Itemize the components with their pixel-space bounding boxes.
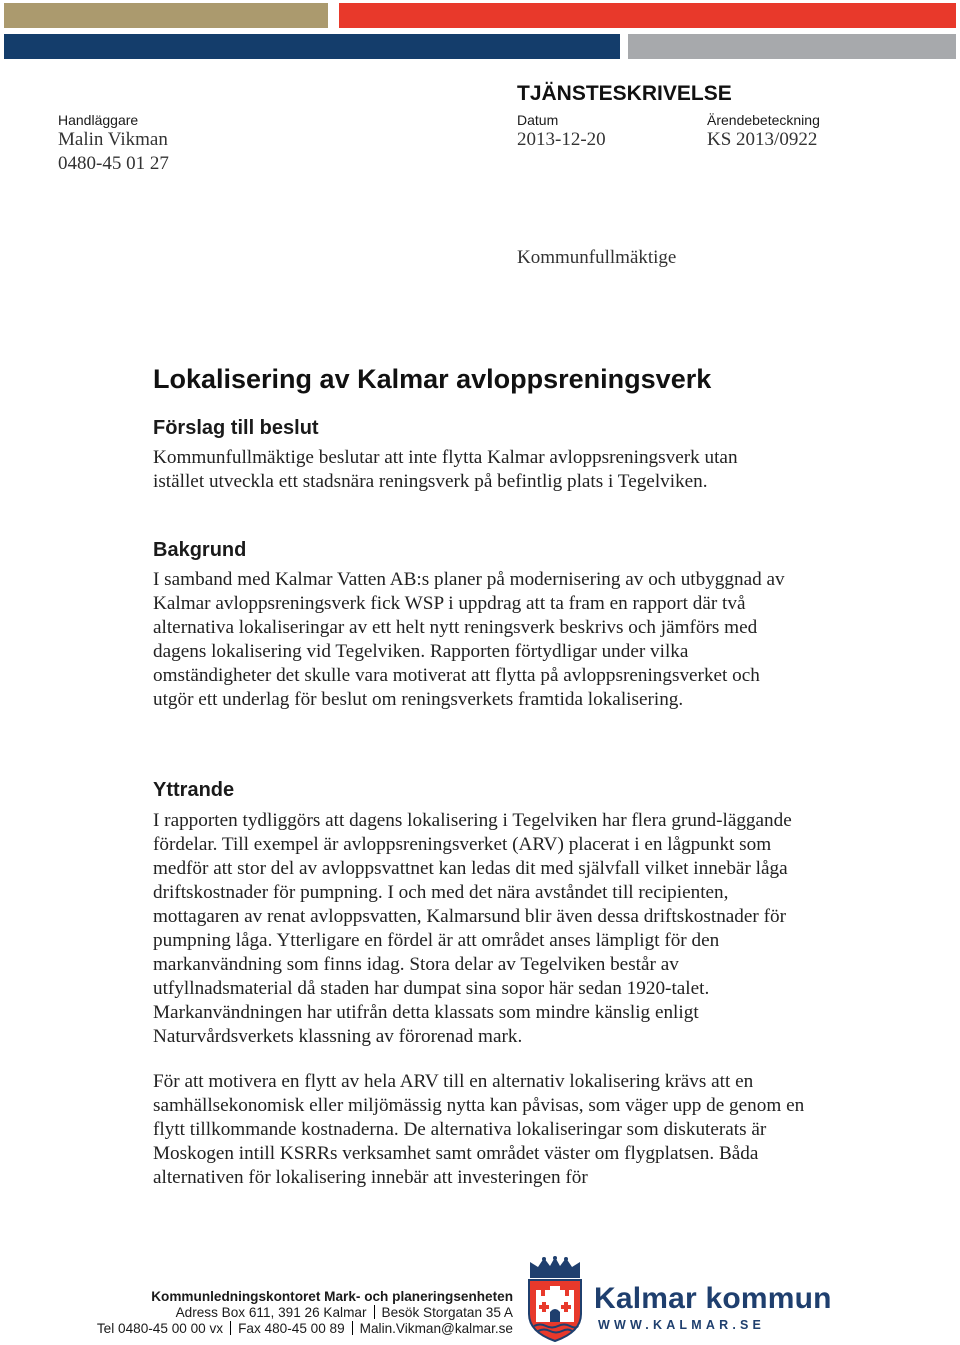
footer-address: Adress Box 611, 391 26 Kalmar	[175, 1305, 367, 1320]
footer-separator	[374, 1305, 375, 1319]
footer-visit: Besök Storgatan 35 A	[381, 1305, 513, 1320]
section-heading-proposal: Förslag till beslut	[153, 417, 319, 439]
document-type: TJÄNSTESKRIVELSE	[517, 82, 732, 105]
section-heading-background: Bakgrund	[153, 539, 247, 561]
page-title: Lokalisering av Kalmar avloppsreningsverk	[153, 364, 712, 394]
date-label: Datum	[517, 112, 559, 128]
header-bar-tan	[4, 3, 328, 28]
footer-phone-line	[97, 1321, 513, 1337]
footer-tel: Tel 0480-45 00 00 vx	[96, 1321, 224, 1336]
case-value: KS 2013/0922	[707, 129, 818, 150]
section-body-background: I samband med Kalmar Vatten AB:s planer på modernisering av och utbyggnad av Kalmar avloppsreningsverk fick WSP i uppdrag att ta fram en rapport där två alternativa lokaliseringar av ett helt nytt reningsverk beskrivs och jämförs med dagens lokalisering vid Tegelviken. Rapporten förtydligar under vilka omständigheter det skulle vara motiverat att flytta på avloppsreningsverket och utgör ett underlag för beslut om reningsverkets framtida lokalisering.	[153, 569, 785, 710]
case-label: Ärendebeteckning	[707, 112, 820, 128]
footer-office: Kommunledningskontoret Mark- och planeringsenheten	[151, 1289, 513, 1304]
logo-url[interactable]: WWW.KALMAR.SE	[598, 1318, 766, 1332]
handler-phone: 0480-45 01 27	[58, 153, 169, 174]
recipient: Kommunfullmäktige	[517, 247, 677, 268]
section-body-statement-1: I rapporten tydliggörs att dagens lokalisering i Tegelviken har flera grund-läggande fördelar. Till exempel är avloppsreningsverket (ARV) placerat i en lågpunkt som medför att stor del av avloppsvattnet kan ledas dit med självfall vilket innebär låga driftskostnader för pumpning. I och med det nära avståndet till recipienten, mottagaren av renat avloppsvatten, Kalmarsund blir även dessa driftskostnader för pumpning låga. Ytterligare en fördel är att området anses lämpligt för den markanvändning som finns idag. Stora delar av Tegelviken består av utfyllnadsmaterial då staden har dumpat sina sopor här sedan 1920-talet. Markanvändningen har utifrån detta klassats som mindre känslig enligt Naturvårdsverkets klassning av förorenad mark.	[153, 810, 792, 1047]
section-body-proposal: Kommunfullmäktige beslutar att inte flytta Kalmar avloppsreningsverk utan istället utveckla ett stadsnära reningsverk på befintlig plats i Tegelviken.	[153, 447, 738, 492]
header-bar-gray	[628, 34, 956, 59]
section-heading-statement: Yttrande	[153, 779, 235, 801]
handler-label: Handläggare	[58, 112, 139, 128]
header-bar-red	[339, 3, 956, 28]
footer-separator	[230, 1321, 231, 1335]
footer-contact	[97, 1289, 513, 1337]
header-bar-navy	[4, 34, 620, 59]
logo-name: Kalmar kommun	[594, 1282, 832, 1315]
kalmar-crest-icon	[526, 1256, 584, 1342]
footer-separator	[352, 1321, 353, 1335]
footer-address-line	[97, 1305, 513, 1321]
section-body-statement-2: För att motivera en flytt av hela ARV till en alternativ lokalisering krävs att en samhällsekonomisk eller miljömässig nytta kan påvisas, som väger upp de genom en flytt tillkommande kostnaderna. De alternativa lokaliseringar som diskuterats är Moskogen intill KSRRs verksamhet samt området väster om flygplatsen. Båda alternativen för lokalisering innebär att investeringen för	[153, 1071, 805, 1188]
footer-email[interactable]: Malin.Vikman@kalmar.se	[359, 1321, 513, 1336]
footer-fax: Fax 480-45 00 89	[238, 1321, 345, 1336]
date-value: 2013-12-20	[517, 129, 606, 150]
handler-name: Malin Vikman	[58, 129, 168, 150]
